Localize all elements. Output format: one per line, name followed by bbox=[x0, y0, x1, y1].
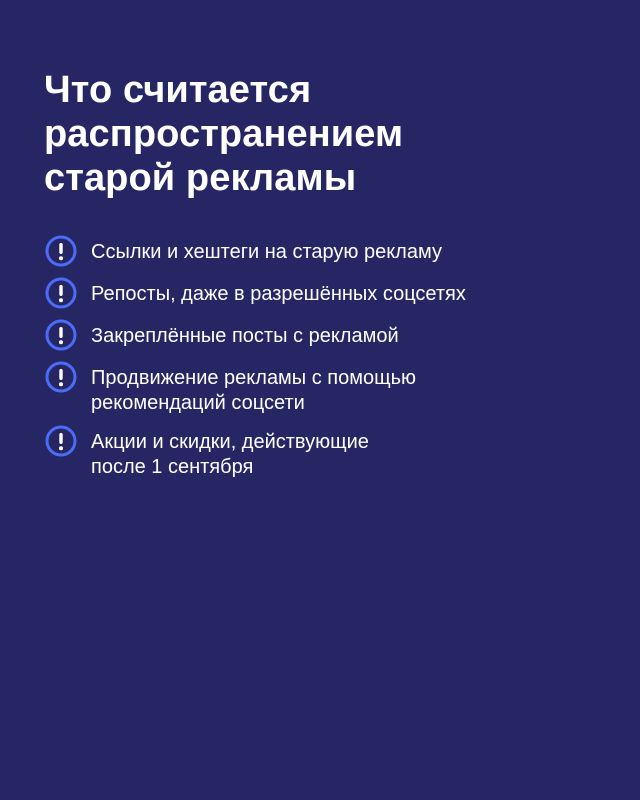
list-item bbox=[44, 366, 596, 416]
list-item-text: Акции и скидки, действующие после 1 сентября bbox=[91, 431, 369, 478]
list-item bbox=[44, 430, 596, 480]
list-item-text: Продвижение рекламы с помощью рекомендаций соцсети bbox=[91, 367, 416, 414]
list-item bbox=[44, 240, 596, 268]
criteria-list bbox=[44, 240, 596, 480]
list-item-text: Ссылки и хештеги на старую рекламу bbox=[91, 241, 442, 263]
list-item bbox=[44, 324, 596, 352]
exclamation-circle-icon bbox=[44, 276, 78, 310]
exclamation-circle-icon bbox=[44, 360, 78, 394]
exclamation-circle-icon bbox=[44, 424, 78, 458]
list-item-text: Репосты, даже в разрешённых соцсетях bbox=[91, 283, 466, 305]
list-item-text: Закреплённые посты с рекламой bbox=[91, 325, 399, 347]
exclamation-circle-icon bbox=[44, 234, 78, 268]
list-item bbox=[44, 282, 596, 310]
exclamation-circle-icon bbox=[44, 318, 78, 352]
slide-title: Что считается распространением старой рекламы bbox=[44, 69, 404, 199]
